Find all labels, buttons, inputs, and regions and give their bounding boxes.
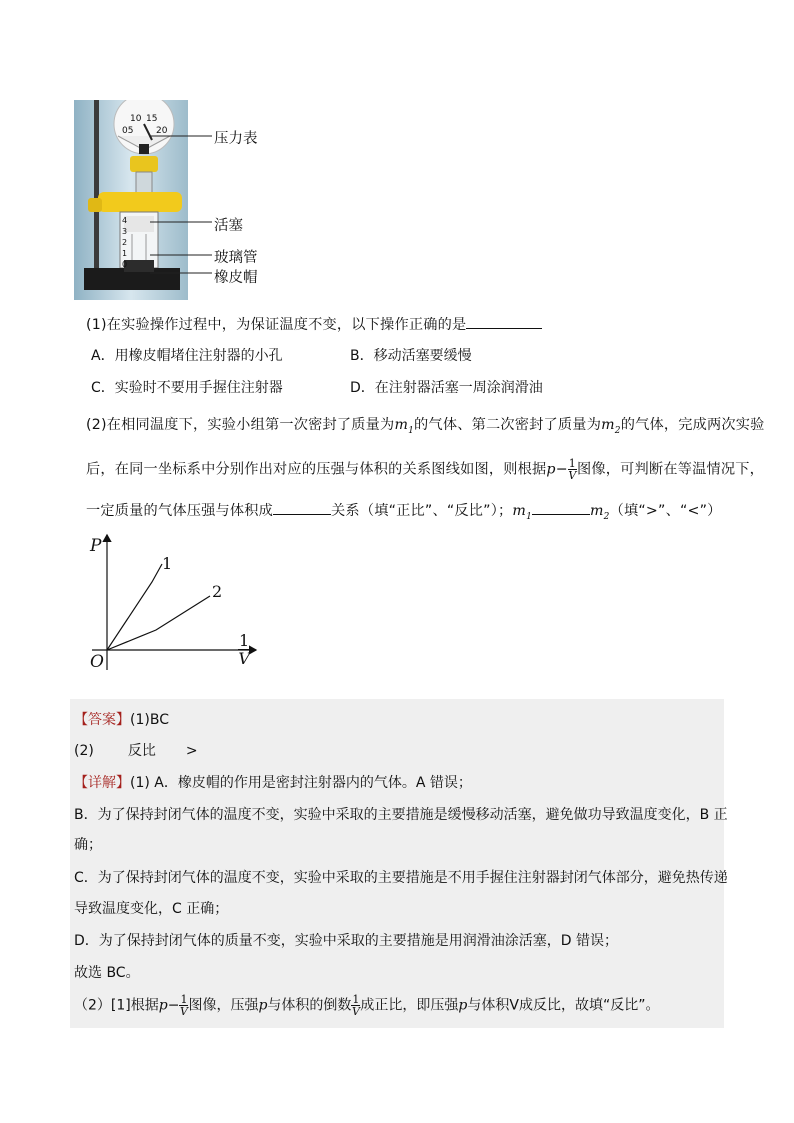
subscript-1: 1 [408, 425, 415, 436]
graph-line-2-label: 2 [212, 582, 223, 601]
label-glass-tube: 玻璃管 [214, 250, 258, 266]
gauge-tick-05: 05 [122, 126, 134, 136]
graph-origin-label: O [90, 652, 104, 672]
scale-tick-2: 2 [122, 238, 128, 247]
p-inverse-v-graph [80, 530, 260, 680]
q2-text: 关系（填“正比”、“反比”）； [331, 503, 513, 519]
fraction-1-over-v [568, 458, 577, 481]
answer-line [74, 709, 169, 729]
detail-line-8 [74, 994, 659, 1017]
var-p: p [546, 461, 556, 478]
q2-text: 图像，可判断在等温情况下， [577, 461, 765, 478]
q1-option-b: B．移动活塞要缓慢 [350, 348, 472, 364]
detail-line-7: 故选 BC。 [74, 965, 140, 981]
label-piston: 活塞 [214, 218, 243, 234]
blank-relation [273, 502, 331, 515]
subscript-2: 2 [614, 425, 621, 436]
detail-text: 与体积的倒数 [267, 997, 352, 1014]
q2-text: 的气体，完成两次实验 [620, 417, 765, 433]
var-p: p [158, 997, 168, 1014]
detail-line-1 [74, 772, 472, 792]
detail-text: （2）[1]根据 [74, 997, 159, 1014]
dash: − [555, 461, 568, 478]
var-m1 [394, 417, 415, 436]
var-m: m [394, 417, 409, 433]
answer-tag: 【答案】 [74, 712, 130, 728]
answer-2-value-1: 反比 [127, 743, 156, 759]
x-label-denominator: V [238, 649, 250, 668]
answer-line-2 [74, 740, 198, 760]
q2-text: 的气体、第二次密封了质量为 [414, 417, 602, 433]
detail-line-6: D．为了保持封闭气体的质量不变，实验中采取的主要措施是用润滑油涂活塞，D 错误； [74, 933, 619, 949]
frac-numerator: 1 [568, 457, 576, 470]
graph-line-1 [107, 564, 162, 650]
var-m: m [512, 503, 527, 519]
q2-text: 后，在同一坐标系中分别作出对应的压强与体积的关系图线如图，则根据 [86, 461, 547, 478]
q1-answer-blank [466, 316, 542, 329]
var-m2 [590, 503, 610, 522]
detail-line-2: B．为了保持封闭气体的温度不变，实验中采取的主要措施是缓慢移动活塞，避免做功导致温度变化，B 正 [74, 807, 728, 823]
answer-2-number: (2) [74, 743, 94, 759]
var-p: p [258, 997, 268, 1014]
q1-stem [86, 314, 542, 334]
blank-compare [532, 502, 590, 515]
frac-denominator: V [179, 1005, 188, 1018]
q1-stem-text: (1)在实验操作过程中，为保证温度不变，以下操作正确的是 [86, 317, 467, 333]
leader-lines [140, 120, 214, 280]
frac-numerator: 1 [180, 993, 188, 1006]
label-rubber-cap: 橡皮帽 [214, 270, 258, 286]
q2-text: (2)在相同温度下，实验小组第一次密封了质量为 [86, 417, 395, 433]
var-m2 [601, 417, 621, 436]
detail-tag: 【详解】 [74, 775, 130, 791]
detail-text: 成正比，即压强 [360, 997, 459, 1014]
q2-text: 一定质量的气体压强与体积成 [86, 503, 274, 519]
var-v: V [509, 997, 519, 1014]
dash: − [167, 997, 180, 1014]
q1-option-a: A．用橡皮帽堵住注射器的小孔 [91, 348, 283, 364]
subscript-1: 1 [526, 511, 533, 522]
subscript-2: 2 [603, 511, 610, 522]
var-m1 [512, 503, 533, 522]
q1-option-c: C．实验时不要用手握住注射器 [91, 380, 283, 396]
detail-line-4: C．为了保持封闭气体的温度不变，实验中采取的主要措施是不用手握住注射器封闭气体部分，避免热传递 [74, 870, 728, 886]
gauge-tick-20: 20 [156, 126, 168, 136]
scale-tick-1: 1 [122, 249, 128, 258]
gauge-tick-10: 10 [130, 114, 142, 124]
var-m: m [590, 503, 604, 519]
q2-line-1 [86, 414, 765, 436]
detail-text: 成反比，故填“反比”。 [518, 997, 660, 1014]
scale-tick-0: 0 [122, 260, 128, 269]
gauge-tick-15: 15 [146, 114, 158, 124]
graph-x-label [238, 632, 250, 667]
answer-2-value-2: > [185, 743, 198, 759]
var-m: m [601, 417, 615, 433]
graph-y-label: P [90, 536, 102, 556]
graph-line-1-label: 1 [162, 554, 173, 573]
scale-tick-4: 4 [122, 216, 128, 225]
label-pressure-gauge: 压力表 [214, 131, 258, 147]
frac-denominator: V [568, 469, 577, 482]
var-p: p [458, 997, 468, 1014]
detail-text: 图像，压强 [188, 997, 259, 1014]
detail-text: 与体积 [467, 997, 510, 1014]
graph-line-2 [107, 596, 210, 650]
detail-text: (1) A．橡皮帽的作用是密封注射器内的气体。A 错误； [130, 775, 472, 791]
detail-line-5: 导致温度变化，C 正确； [74, 901, 229, 917]
x-label-numerator: 1 [239, 631, 250, 650]
frac-denominator: V [351, 1005, 360, 1018]
scale-tick-3: 3 [122, 227, 128, 236]
q1-option-d: D．在注射器活塞一周涂润滑油 [350, 380, 543, 396]
detail-line-3: 确； [74, 837, 102, 853]
frac-numerator: 1 [352, 993, 360, 1006]
q2-line-3 [86, 500, 722, 522]
q2-text: （填“>”、“<”） [609, 503, 722, 519]
answer-1: (1)BC [130, 712, 169, 728]
q2-line-2 [86, 458, 764, 481]
